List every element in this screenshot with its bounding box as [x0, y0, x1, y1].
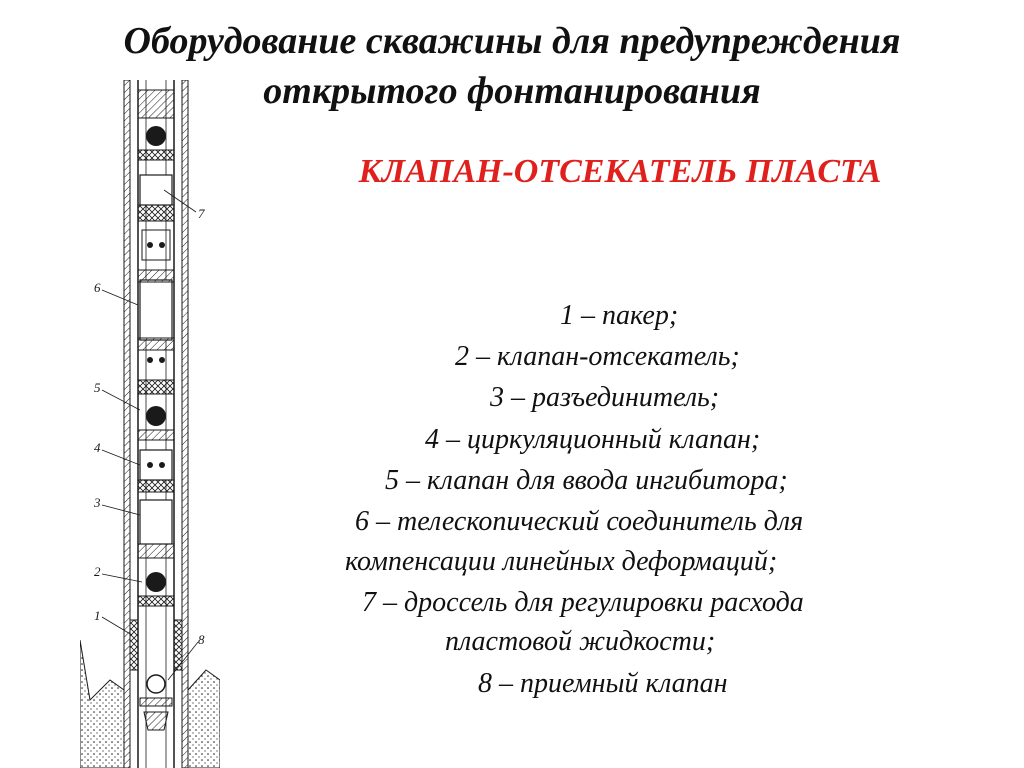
rock-formation-left [80, 640, 124, 768]
legend-item-3: 3 – разъединитель; [490, 382, 720, 413]
ball-receiving-valve [147, 675, 165, 693]
circulation-valve [140, 450, 172, 480]
drawing-label-6: 6 [94, 280, 101, 295]
seat-top [138, 150, 174, 160]
legend-item-8: 8 – приемный клапан [478, 668, 728, 699]
drawing-label-7: 7 [198, 206, 205, 221]
drawing-label-2: 2 [94, 564, 101, 579]
drawing-label-4: 4 [94, 440, 101, 455]
choke-body [140, 175, 172, 205]
choke-ring [138, 205, 174, 221]
legend-item-2: 2 – клапан-отсекатель; [455, 341, 740, 372]
ball-safety-valve [146, 572, 166, 592]
bottom-shoe [144, 712, 168, 730]
legend-item-4: 4 – циркуляционный клапан; [425, 424, 761, 455]
drawing-label-1: 1 [94, 608, 101, 623]
drawing-label-3: 3 [94, 495, 101, 510]
well-equipment-drawing [80, 80, 220, 768]
legend-item-7: 7 – дроссель для регулировки расхода [362, 587, 804, 618]
disconnector [140, 500, 172, 544]
legend-item-1: 1 – пакер; [560, 300, 679, 331]
slide-title-line-2: открытого фонтанирования [263, 70, 761, 112]
legend-item-7-cont: пластовой жидкости; [445, 626, 716, 657]
legend-item-6: 6 – телескопический соединитель для [355, 506, 804, 537]
legend-item-6-cont: компенсации линейных деформаций; [345, 546, 778, 577]
casing-wall-left [124, 80, 130, 768]
slide-title-line-1: Оборудование скважины для предупреждения [123, 20, 901, 62]
packer-right [174, 620, 182, 670]
casing-wall-right [182, 80, 188, 768]
telescopic-joint [140, 280, 172, 340]
ball-top [146, 126, 166, 146]
drawing-label-5: 5 [94, 380, 101, 395]
ball-inhibitor [146, 406, 166, 426]
legend-item-5: 5 – клапан для ввода ингибитора; [385, 465, 788, 496]
slide-subtitle: КЛАПАН-ОТСЕКАТЕЛЬ ПЛАСТА [358, 153, 882, 190]
packer-left [130, 620, 138, 670]
drawing-label-8: 8 [198, 632, 205, 647]
top-coupling [138, 90, 174, 118]
rock-formation-right [188, 670, 220, 768]
